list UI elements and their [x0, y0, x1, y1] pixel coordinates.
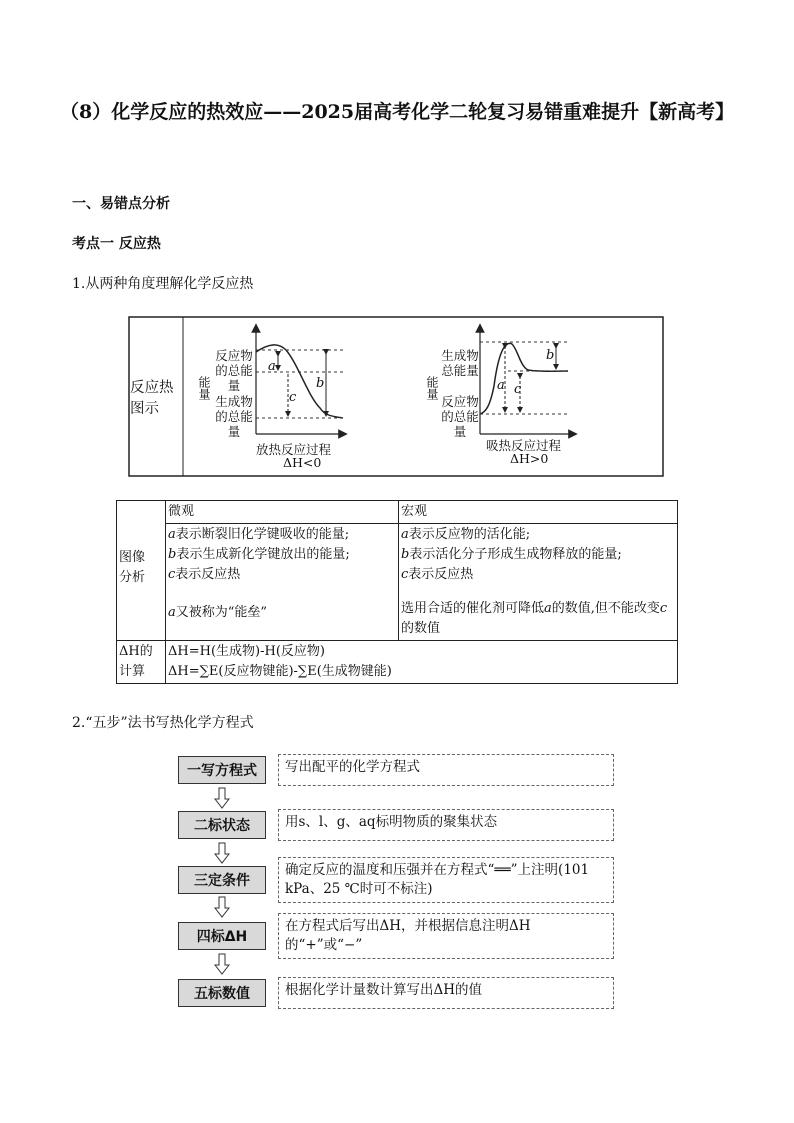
- analysis-table: [116, 500, 678, 684]
- step-1-desc: 写出配平的化学方程式: [278, 754, 614, 786]
- down-arrow-icon: [214, 896, 230, 918]
- energy-axis-label-left: 能量: [197, 376, 211, 400]
- down-arrow-icon: [214, 842, 230, 864]
- step-2-label: 二标状态: [178, 811, 266, 839]
- micro-line: c表示反应热: [168, 567, 241, 582]
- formula-enthalpy: ΔH=H(生成物)-H(反应物): [168, 644, 325, 659]
- diagram-row-label: 反应热图示: [130, 380, 174, 417]
- micro-line: b表示生成新化学键放出的能量;: [168, 547, 350, 562]
- micro-note: a又被称为“能垒”: [168, 605, 268, 620]
- step-4-desc: 在方程式后写出ΔH，并根据信息注明ΔH的“+”或“−”: [278, 913, 614, 959]
- macro-line: a表示反应物的活化能;: [401, 527, 531, 542]
- row-label-image-analysis: 图像分析: [117, 501, 166, 641]
- label-a-right: a: [497, 378, 505, 393]
- item-2-heading: 2.“五步”法书写热化学方程式: [72, 715, 254, 731]
- macro-cell: [399, 524, 678, 641]
- down-arrow-icon: [214, 787, 230, 809]
- macro-line: b表示活化分子形成生成物释放的能量;: [401, 547, 622, 562]
- product-energy-label-right: 生成物总能量: [441, 348, 479, 378]
- label-a-left: a: [268, 359, 276, 374]
- dh-formulas: [166, 641, 678, 684]
- col-header-macro: 宏观: [399, 501, 678, 524]
- subsection-heading: 考点一 反应热: [72, 236, 161, 252]
- page-title: （8）化学反应的热效应——2025届高考化学二轮复习易错重难提升【新高考】: [60, 101, 735, 123]
- down-arrow-icon: [214, 953, 230, 975]
- exothermic-process-label: 放热反应过程: [256, 442, 332, 457]
- row-label-dh-calc: ΔH的计算: [117, 641, 166, 684]
- exothermic-diagram: [256, 328, 343, 434]
- macro-note: 选用合适的催化剂可降低a的数值,但不能改变c的数值: [401, 601, 668, 636]
- step-3-label: 三定条件: [178, 866, 266, 894]
- step-3-desc: 确定反应的温度和压强并在方程式“══”上注明(101 kPa、25 ℃时可不标注): [278, 857, 614, 903]
- step-4-label: 四标ΔH: [178, 922, 266, 950]
- reactant-energy-label-right: 反应物的总能量: [441, 394, 479, 439]
- step-5-desc: 根据化学计量数计算写出ΔH的值: [278, 977, 614, 1009]
- label-b-left: b: [316, 376, 325, 391]
- micro-line: a表示断裂旧化学键吸收的能量;: [168, 527, 350, 542]
- exothermic-dh-label: ΔH<0: [283, 455, 322, 470]
- step-5-label: 五标数值: [178, 979, 266, 1007]
- formula-bond-energy: ΔH=∑E(反应物键能)-∑E(生成物键能): [168, 664, 392, 679]
- section-heading: 一、易错点分析: [72, 196, 170, 212]
- label-b-right: b: [546, 348, 555, 363]
- item-1-heading: 1.从两种角度理解化学反应热: [72, 276, 254, 292]
- macro-line: c表示反应热: [401, 567, 474, 582]
- label-c-right: c: [514, 382, 522, 397]
- micro-cell: [166, 524, 399, 641]
- reactant-energy-label-left: 反应物的总能量: [215, 348, 253, 393]
- step-1-label: 一写方程式: [178, 756, 266, 784]
- endothermic-process-label: 吸热反应过程: [486, 438, 562, 453]
- endothermic-dh-label: ΔH>0: [510, 451, 549, 466]
- col-header-micro: 微观: [166, 501, 399, 524]
- product-energy-label-left: 生成物的总能量: [215, 394, 253, 439]
- endothermic-diagram: [480, 328, 573, 434]
- step-2-desc: 用s、l、g、aq标明物质的聚集状态: [278, 809, 614, 841]
- label-c-left: c: [289, 390, 297, 405]
- energy-axis-label-right: 能量: [425, 376, 439, 400]
